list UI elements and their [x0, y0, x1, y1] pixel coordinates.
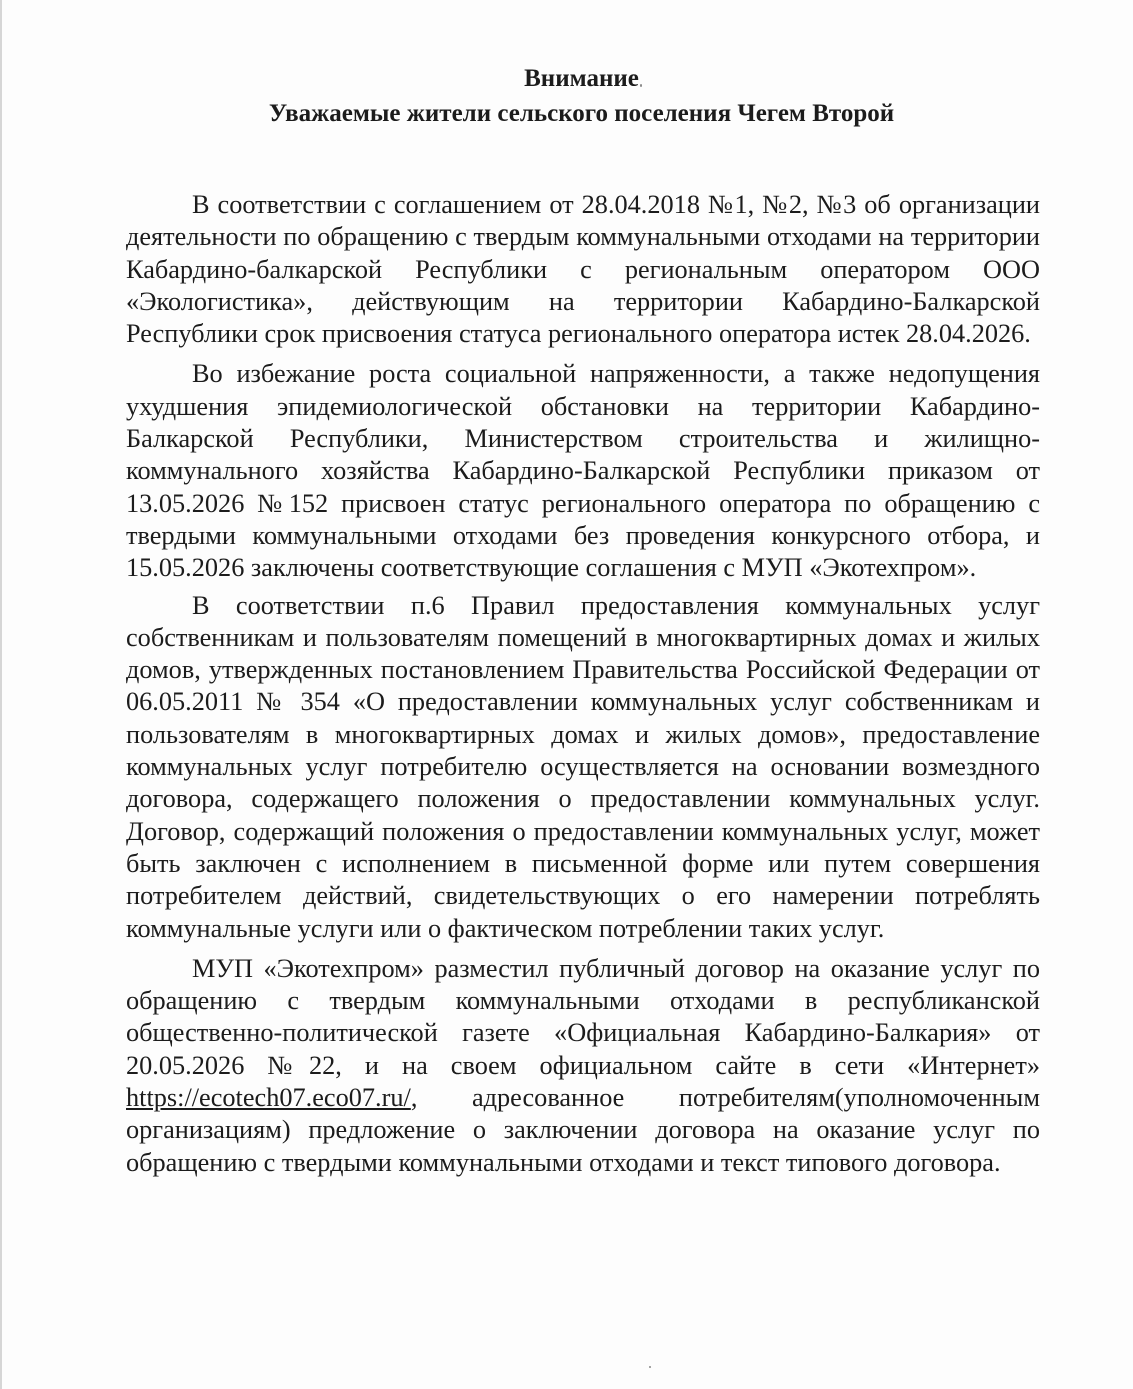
public-contract-text-end: , адресованное потребителям(уполномоченным организациям) предложение о заключении договора на оказание услуг по обращению с твердыми коммунальными отходами и текст типового договора. — [126, 1083, 1040, 1177]
notice-body — [126, 189, 1040, 1179]
paragraph-public-contract — [126, 953, 1040, 1179]
paragraph-service-rules: В соответствии п.6 Правил предоставления коммунальных услуг собственникам и пользователям помещений в многоквартирных домах и жилых домов, утвержденных постановлением Правительства Российской Федерации от 06.05.2011 № 354 «О предоставлении коммунальных услуг собственникам и пользователям в многоквартирных домах и жилых домов», предоставление коммунальных услуг потребителю осуществляется на основании возмездного договора, содержащего положения о предоставлении коммунальных услуг. Договор, содержащий положения о предоставлении коммунальных услуг, может быть заключен с исполнением в письменной форме или путем совершения потребителем действий, свидетельствующих о его намерении потреблять коммунальные услуги или о фактическом потреблении таких услуг. — [126, 590, 1040, 943]
paragraph-new-operator: Во избежание роста социальной напряженности, а также недопущения ухудшения эпидемиологической обстановки на территории Кабардино-Балкарской Республики, Министерством строительства и жилищно-коммунального хозяйства Кабардино-Балкарской Республики приказом от 13.05.2026 №152 присвоен статус регионального оператора по обращению с твердыми коммунальными отходами без проведения конкурсного отбора, и 15.05.2026 заключены соответствующие соглашения с МУП «Экотехпром». — [126, 359, 1040, 583]
paragraph-agreement-expiry: В соответствии с соглашением от 28.04.2018 №1, №2, №3 об организации деятельности по обращению с твердым коммунальными отходами на территории Кабардино-балкарской Республики с региональным оператором ООО «Экологистика», действующим на территории Кабардино-Балкарской Республики срок присвоения статуса регионального оператора истек 28.04.2026. — [126, 190, 1040, 349]
notice-title: Внимание — [524, 65, 639, 92]
public-contract-text-start: МУП «Экотехпром» разместил публичный договор на оказание услуг по обращению с твердым коммунальными отходами в республиканской общественно-политической газете «Официальная Кабардино-Балкария» от 20.05.2026 №22, и на своем официальном сайте в сети «Интернет» — [126, 953, 1040, 1080]
notice-subtitle: Уважаемые жители сельского поселения Чегем Второй — [268, 100, 895, 127]
scan-speck — [649, 1366, 651, 1368]
website-link[interactable]: https://ecotech07.eco07.ru/ — [126, 1083, 411, 1113]
scan-speck — [640, 84, 642, 87]
